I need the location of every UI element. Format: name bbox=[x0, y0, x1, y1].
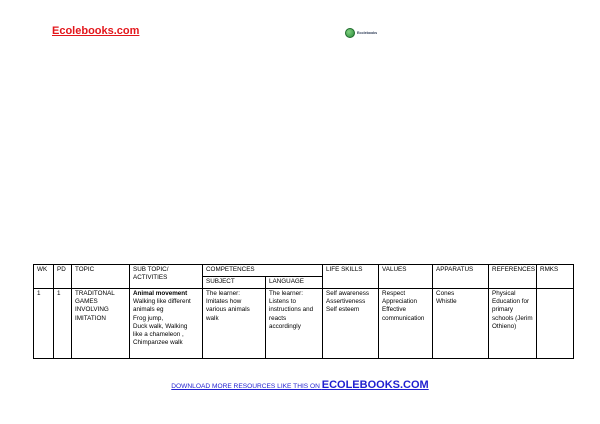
cell-subject: The learner: Imitates how various animals walk bbox=[203, 289, 266, 359]
value-item: Appreciation bbox=[382, 298, 418, 306]
site-title[interactable]: Ecolebooks.com bbox=[52, 25, 140, 37]
header-rmks: RMKS bbox=[537, 265, 574, 289]
header-pd: PD bbox=[54, 265, 72, 289]
header-language: LANGUAGE bbox=[266, 277, 323, 289]
subtopic-line: Chimpanzee walk bbox=[133, 339, 183, 347]
header-row bbox=[34, 265, 574, 277]
header-subtopic-line2: ACTIVITIES bbox=[133, 274, 168, 282]
cell-wk: 1 bbox=[34, 289, 54, 359]
footer-download-link bbox=[0, 375, 600, 393]
cell-references: Physical Education for primary schools (Jerim Othieno) bbox=[489, 289, 537, 359]
ecolebooks-logo bbox=[345, 28, 377, 38]
subtopic-line: animals eg bbox=[133, 306, 164, 314]
apparatus-item: Whistle bbox=[436, 298, 457, 306]
cell-rmks bbox=[537, 289, 574, 359]
cell-values bbox=[379, 289, 433, 359]
cell-subtopic bbox=[130, 289, 203, 359]
header-topic: TOPIC bbox=[72, 265, 130, 289]
life-skill-item: Self esteem bbox=[326, 306, 360, 314]
cell-topic: TRADITONAL GAMES INVOLVING IMITATION bbox=[72, 289, 130, 359]
subtopic-line: Walking like different bbox=[133, 298, 191, 306]
header-competences: COMPETENCES bbox=[203, 265, 323, 277]
link-site: ECOLEBOOKS.COM bbox=[321, 379, 429, 391]
scheme-of-work-table bbox=[33, 264, 574, 359]
header-subtopic bbox=[130, 265, 203, 289]
globe-icon bbox=[345, 28, 355, 38]
life-skill-item: Self awareness bbox=[326, 290, 370, 297]
cell-apparatus bbox=[433, 289, 489, 359]
header-wk: WK bbox=[34, 265, 54, 289]
header-subject: SUBJECT bbox=[203, 277, 266, 289]
cell-pd: 1 bbox=[54, 289, 72, 359]
apparatus-item: Cones bbox=[436, 290, 455, 297]
download-resources-link[interactable] bbox=[171, 375, 428, 392]
link-prefix: DOWNLOAD MORE RESOURCES LIKE THIS ON bbox=[171, 383, 322, 390]
subtopic-line: Duck walk, Walking bbox=[133, 322, 188, 330]
subtopic-line: like a chameleon , bbox=[133, 331, 184, 339]
header-subtopic-line1: SUB TOPIC/ bbox=[133, 266, 169, 273]
header-apparatus: APPARATUS bbox=[433, 265, 489, 289]
header-references: REFERENCES bbox=[489, 265, 537, 289]
logo-text: Ecolebooks bbox=[357, 31, 378, 35]
header-life-skills: LIFE SKILLS bbox=[323, 265, 379, 289]
cell-life-skills bbox=[323, 289, 379, 359]
table-row bbox=[34, 289, 574, 359]
subtopic-title: Animal movement bbox=[133, 290, 188, 297]
life-skill-item: Assertiveness bbox=[326, 298, 366, 306]
cell-language: The learner: Listens to instructions and reacts accordingly bbox=[266, 289, 323, 359]
subtopic-line: Frog jump, bbox=[133, 314, 164, 322]
value-item: Respect bbox=[382, 290, 406, 297]
header-values: VALUES bbox=[379, 265, 433, 289]
value-item: Effective communication bbox=[382, 306, 425, 322]
